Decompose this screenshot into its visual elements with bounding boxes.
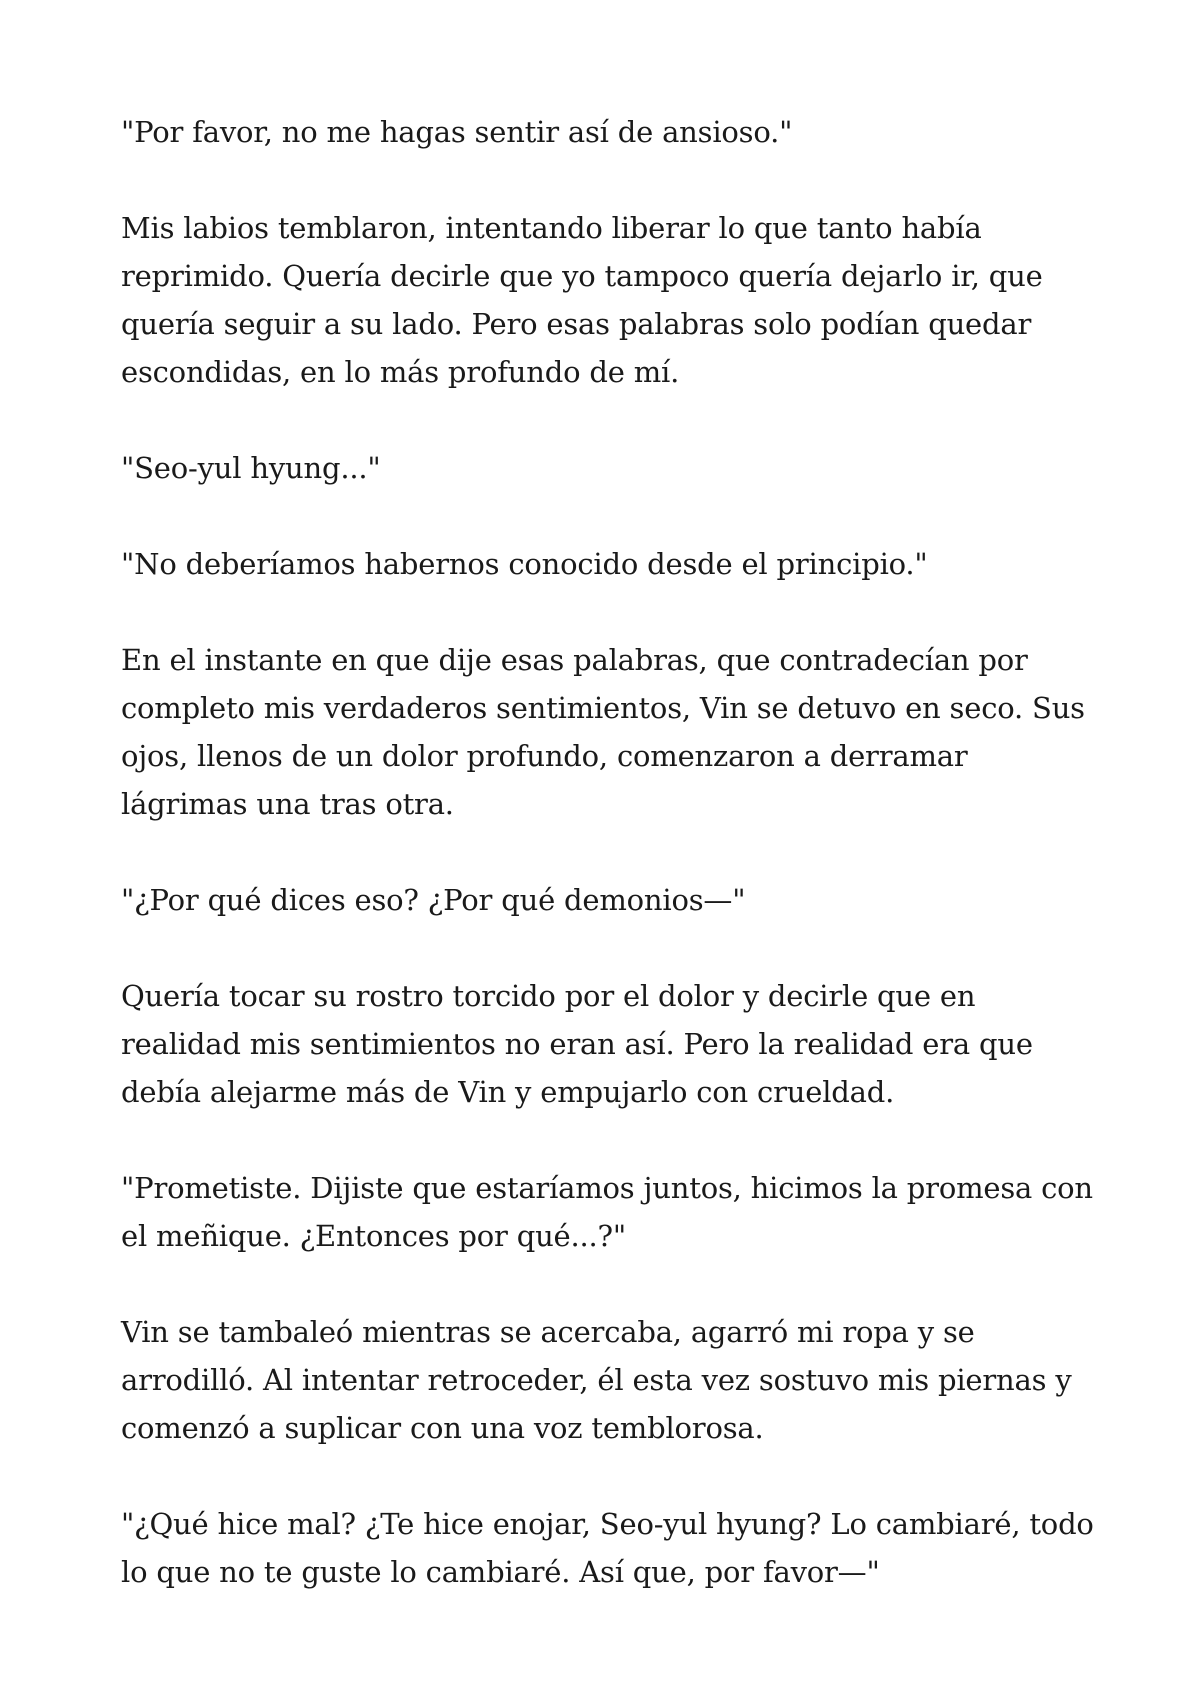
paragraph-5: En el instante en que dije esas palabras, que contradecían por completo mis verdaderos sentimientos, Vin se detuvo en seco. Sus ojos, llenos de un dolor profundo, comenzaron a derramar lágrimas una tras otra. bbox=[121, 643, 1085, 821]
paragraph-6: "¿Por qué dices eso? ¿Por qué demonios—" bbox=[121, 883, 746, 917]
paragraph-8: "Prometiste. Dijiste que estaríamos juntos, hicimos la promesa con el meñique. ¿Entonces por qué...?" bbox=[121, 1171, 1093, 1253]
paragraph-9: Vin se tambaleó mientras se acercaba, agarró mi ropa y se arrodilló. Al intentar retroceder, él esta vez sostuvo mis piernas y comenzó a suplicar con una voz temblorosa. bbox=[121, 1315, 1072, 1445]
paragraph-10: "¿Qué hice mal? ¿Te hice enojar, Seo-yul hyung? Lo cambiaré, todo lo que no te guste lo cambiaré. Así que, por favor—" bbox=[121, 1507, 1094, 1589]
document-body bbox=[121, 108, 1101, 1596]
paragraph-4: "No deberíamos habernos conocido desde el principio." bbox=[121, 547, 928, 581]
paragraph-2: Mis labios temblaron, intentando liberar lo que tanto había reprimido. Quería decirle que yo tampoco quería dejarlo ir, que quería seguir a su lado. Pero esas palabras solo podían quedar escondidas, en lo más profundo de mí. bbox=[121, 211, 1043, 389]
paragraph-1: "Por favor, no me hagas sentir así de ansioso." bbox=[121, 115, 793, 149]
paragraph-7: Quería tocar su rostro torcido por el dolor y decirle que en realidad mis sentimientos no eran así. Pero la realidad era que debía alejarme más de Vin y empujarlo con crueldad. bbox=[121, 979, 1033, 1109]
paragraph-3: "Seo-yul hyung..." bbox=[121, 451, 381, 485]
